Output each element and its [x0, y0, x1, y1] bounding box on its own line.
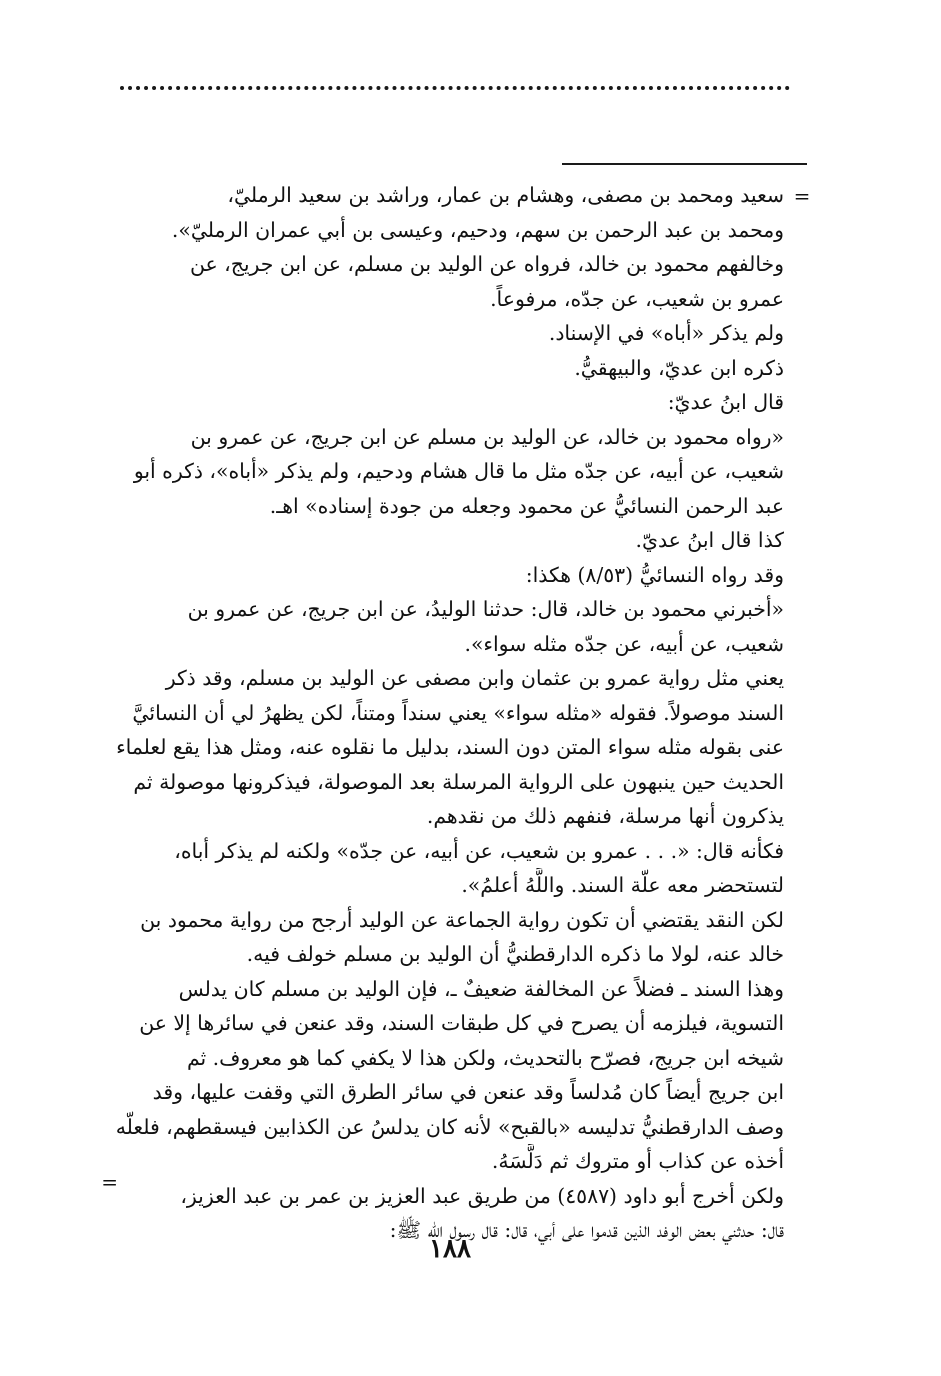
header-dotted-rule — [120, 86, 790, 90]
text-line: سعيد ومحمد بن مصفى، وهشام بن عمار، وراشد بن سعيد الرمليّ، — [227, 183, 784, 207]
page-number: ١٨٨ — [429, 1234, 471, 1264]
text-line: وصف الدارقطنيُّ تدليسه «بالقبح» لأنه كان يدلسُ عن الكذابين فيسقطهم، فلعلّه — [116, 1114, 784, 1139]
text-line: يذكرون أنها مرسلة، فنفهم ذلك من نقدهم. — [426, 804, 784, 828]
text-line: قال ابنُ عديّ: — [667, 390, 784, 414]
text-line: السند موصولاً. فقوله «مثله سواء» يعني سنداً ومتناً، لكن يظهرُ لي أن النسائيَّ — [132, 700, 784, 725]
continuation-mark-start: = — [793, 184, 811, 208]
text-line: شعيب، عن أبيه، عن جدّه مثله سواء». — [464, 631, 784, 656]
text-line: ولم يذكر «أباه» في الإسناد. — [548, 321, 784, 345]
text-line: فكأنه قال: «. . . عمرو بن شعيب، عن أبيه، عن جدّه» ولكنه لم يذكر أباه، — [174, 838, 784, 863]
text-line: عبد الرحمن النسائيُّ عن محمود وجعله من جودة إسناده» اهـ. — [269, 493, 784, 518]
text-line: عنى بقوله مثله سواء المتن دون السند، بدليل ما نقلوه عنه، ومثل هذا يقع لعلماء — [116, 735, 784, 759]
text-line: لتستحضر معه علّة السند. واللَّهُ أعلمُ». — [461, 873, 784, 897]
text-line: وهذا السند ـ فضلاً عن المخالفة ضعيفٌ ـ، فإن الوليد بن مسلم كان يدلس — [178, 976, 784, 1001]
text-line: ابن جريج أيضاً كان مُدلساً وقد عنعن في سائر الطرق التي وقفت عليها، وقد — [152, 1080, 784, 1104]
text-line: «رواه محمود بن خالد، عن الوليد بن مسلم عن ابن جريج، عن عمرو بن — [190, 424, 784, 449]
text-line: عمرو بن شعيب، عن جدّه، مرفوعاً. — [490, 286, 784, 311]
text-line: شيخه ابن جريج، فصرّح بالتحديث، ولكن هذا لا يكفي كما هو معروف. ثم — [186, 1045, 784, 1070]
text-line: وخالفهم محمود بن خالد، فرواه عن الوليد بن مسلم، عن ابن جريج، عن — [189, 252, 784, 276]
continuation-mark-end: = — [101, 1170, 118, 1194]
text-line: ذكره ابن عديّ، والبيهقيُّ. — [574, 355, 784, 380]
text-line: يعني مثل رواية عمرو بن عثمان وابن مصفى عن الوليد بن مسلم، وقد ذكر — [165, 666, 784, 690]
text-line: ومحمد بن عبد الرحمن بن سهم، ودحيم، وعيسى بن أبي عمران الرمليّ». — [171, 217, 784, 242]
footnote-text-block — [116, 178, 784, 1248]
text-line: شعيب، عن أبيه، عن جدّه مثل ما قال هشام ودحيم، ولم يذكر «أباه»، ذكره أبو — [133, 459, 784, 483]
text-line: أخذه عن كذاب أو متروك ثم دَلَّسَهُ. — [491, 1149, 784, 1173]
text-line: وقد رواه النسائيُّ (٨/٥٣) هكذا: — [525, 562, 784, 587]
text-line: التسوية، فيلزمه أن يصرح في كل طبقات السند، وقد عنعن في سائرها إلا عن — [139, 1011, 784, 1035]
text-line: خالد عنه، لولا ما ذكره الدارقطنيُّ أن الوليد بن مسلم خولف فيه. — [246, 942, 784, 966]
text-line: الحديث حين ينبهون على الرواية المرسلة بعد الموصولة، فيذكرونها موصولة ثم — [133, 769, 784, 794]
text-line: ولكن أخرج أبو داود (٤٥٨٧) من طريق عبد العزيز بن عمر بن عبد العزيز، — [180, 1183, 784, 1208]
footnote-separator-rule — [562, 163, 807, 165]
text-line: لكن النقد يقتضي أن تكون رواية الجماعة عن الوليد أرجح من رواية محمود بن — [140, 907, 784, 932]
text-line: كذا قال ابنُ عديّ. — [635, 528, 784, 552]
text-line: «أخبرني محمود بن خالد، قال: حدثنا الوليدُ، عن ابن جريج، عن عمرو بن — [187, 597, 784, 621]
text-line: قال: حدثني بعض الوفد الذين قدموا على أبي، قال: قال رسول الله ﷺ: — [389, 1218, 784, 1242]
